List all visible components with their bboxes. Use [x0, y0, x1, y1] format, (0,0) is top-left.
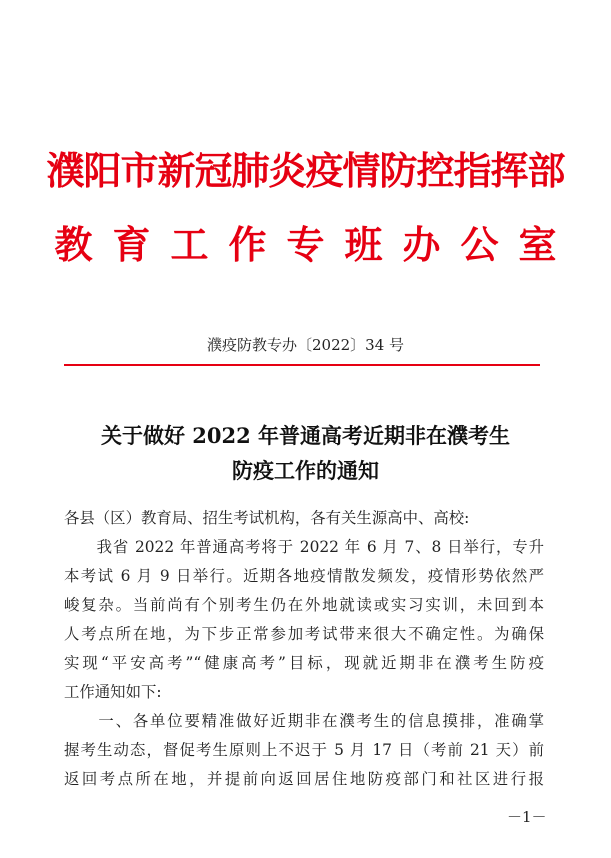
- paragraph-1-line: 人考点所在地，为下步正常参加考试带来很大不确定性。为确保: [64, 625, 544, 643]
- document-title-line-1: 关于做好 2022 年普通高考近期非在濮考生: [100, 423, 511, 448]
- paragraph-1-line: 工作通知如下:: [64, 683, 162, 701]
- issuer-header-line-1: 濮阳市新冠肺炎疫情防控指挥部: [46, 148, 565, 193]
- paragraph-1-line: 我省 2022 年普通高考将于 2022 年 6 月 7、8 日举行，专升: [64, 538, 544, 556]
- salutation: [64, 504, 544, 533]
- paragraph-1-line: 实现“平安高考”“健康高考”目标，现就近期非在濮考生防疫: [64, 654, 544, 672]
- document-title-line-2: 防疫工作的通知: [232, 458, 379, 483]
- salutation-text: 各县（区）教育局、招生考试机构，各有关生源高中、高校:: [64, 509, 470, 527]
- paragraph-2-line: 握考生动态，督促考生原则上不迟于 5 月 17 日（考前 21 天）前: [64, 741, 544, 759]
- issuer-header-line-2: 教育工作专班办公室: [54, 222, 577, 267]
- page-number: －1－: [507, 808, 547, 826]
- paragraph-2-line: 返回考点所在地，并提前向返回居住地防疫部门和社区进行报: [64, 770, 544, 788]
- document-number: 濮疫防教专办〔2022〕34 号: [206, 336, 405, 354]
- paragraph-1-line: 本考试 6 月 9 日举行。近期各地疫情散发频发，疫情形势依然严: [64, 567, 544, 585]
- red-divider-line: [64, 364, 540, 366]
- paragraph-1-line: 峻复杂。当前尚有个别考生仍在外地就读或实习实训，未回到本: [64, 596, 544, 614]
- body-paragraphs: [64, 533, 544, 794]
- paragraph-2-line: 一、各单位要精准做好近期非在濮考生的信息摸排，准确掌: [64, 712, 544, 730]
